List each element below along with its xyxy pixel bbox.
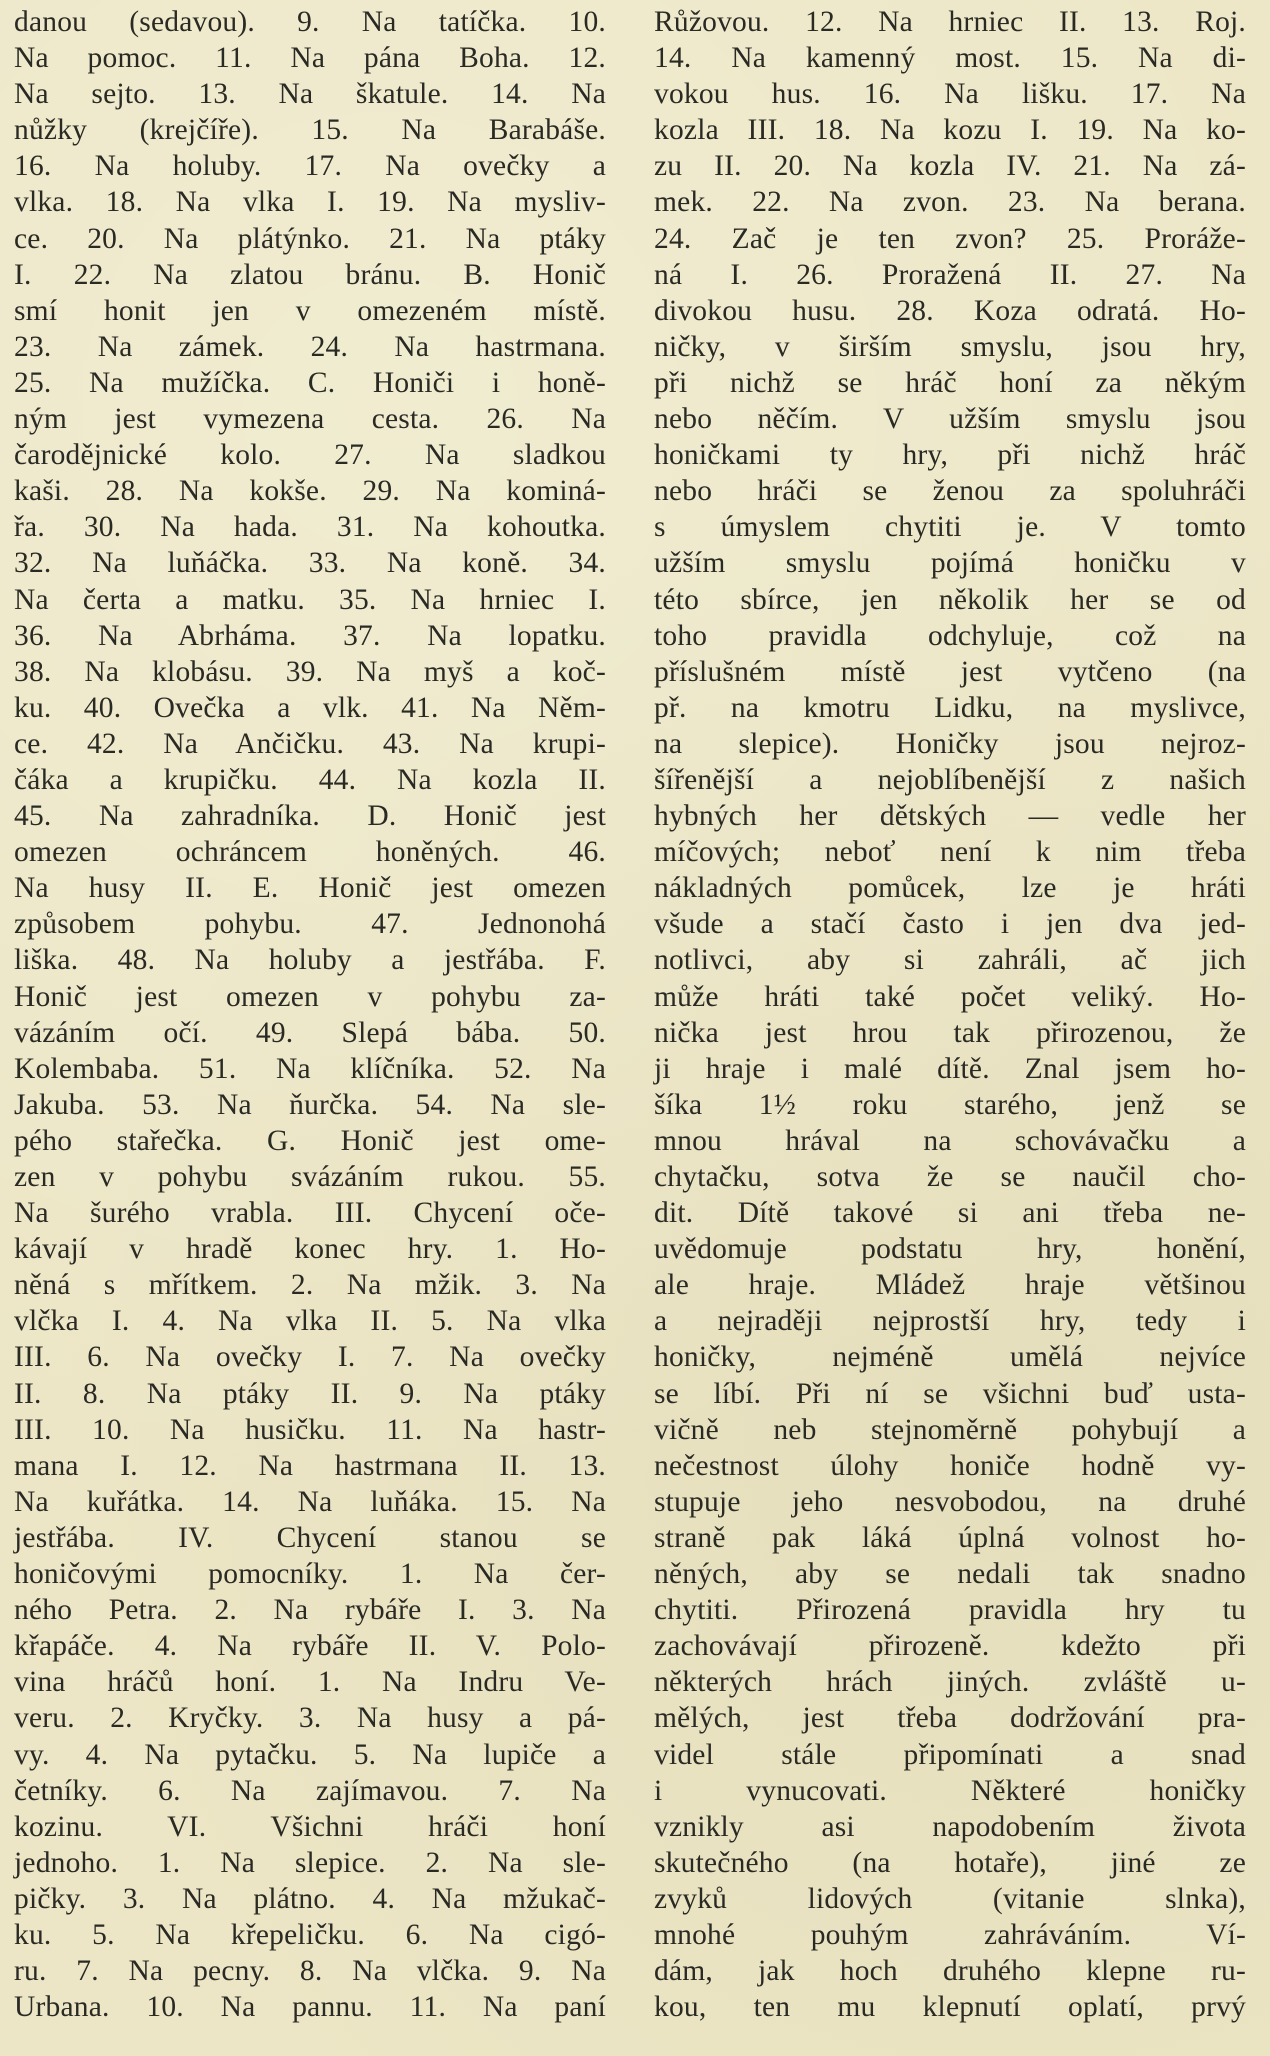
- text-line: ku. 40. Ovečka a vlk. 41. Na Něm-: [14, 691, 606, 724]
- text-line: ale hraje. Mládež hraje většinou: [654, 1269, 1246, 1302]
- text-line: ji hraje i malé dítě. Znal jsem ho-: [654, 1052, 1246, 1085]
- text-line: chytiti. Přirozená pravidla hry tu: [654, 1594, 1246, 1627]
- text-line: šíka 1½ roku starého, jenž se: [654, 1088, 1246, 1121]
- text-line: Na šurého vrabla. III. Chycení oče-: [14, 1197, 606, 1230]
- text-line: honičky, nejméně umělá nejvíce: [654, 1341, 1246, 1374]
- text-line: některých hrách jiných. zvláště u-: [654, 1666, 1246, 1699]
- text-line: 36. Na Abrháma. 37. Na lopatku.: [14, 619, 606, 652]
- text-line: něných, aby se nedali tak snadno: [654, 1558, 1246, 1591]
- text-line: 23. Na zámek. 24. Na hastrmana.: [14, 330, 606, 363]
- text-line: Na kuřátka. 14. Na luňáka. 15. Na: [14, 1485, 606, 1518]
- text-line: dit. Dítě takové si ani třeba ne-: [654, 1197, 1246, 1230]
- text-line: šířenější a nejoblíbenější z našich: [654, 763, 1246, 796]
- text-line: honičovými pomocníky. 1. Na čer-: [14, 1558, 606, 1591]
- text-line: 38. Na klobásu. 39. Na myš a koč-: [14, 655, 606, 688]
- text-line: straně pak láká úplná volnost ho-: [654, 1521, 1246, 1554]
- text-line: příslušném místě jest vytčeno (na: [654, 655, 1246, 688]
- text-line: veru. 2. Kryčky. 3. Na husy a pá-: [14, 1702, 606, 1735]
- text-line: kou, ten mu klepnutí oplatí, prvý: [654, 1991, 1246, 2024]
- text-line: stupuje jeho nesvobodou, na druhé: [654, 1485, 1246, 1518]
- text-line: něná s mřítkem. 2. Na mžik. 3. Na: [14, 1269, 606, 1302]
- text-line: omezen ochráncem honěných. 46.: [14, 836, 606, 869]
- text-line: řa. 30. Na hada. 31. Na kohoutka.: [14, 511, 606, 544]
- text-line: může hráti také počet veliký. Ho-: [654, 980, 1246, 1013]
- text-line: Honič jest omezen v pohybu za-: [14, 980, 606, 1013]
- text-line: nebo hráči se ženou za spoluhráči: [654, 475, 1246, 508]
- text-line: kávají v hradě konec hry. 1. Ho-: [14, 1233, 606, 1266]
- text-line: videl stále připomínati a snad: [654, 1738, 1246, 1771]
- text-line: této sbírce, jen několik her se od: [654, 583, 1246, 616]
- text-line: 14. Na kamenný most. 15. Na di-: [654, 42, 1246, 75]
- text-line: nička jest hrou tak přirozenou, že: [654, 1016, 1246, 1049]
- text-line: 16. Na holuby. 17. Na ovečky a: [14, 150, 606, 183]
- text-line: skutečného (na hotaře), jiné ze: [654, 1846, 1246, 1879]
- text-line: pičky. 3. Na plátno. 4. Na mžukač-: [14, 1882, 606, 1915]
- text-line: smí honit jen v omezeném místě.: [14, 294, 606, 327]
- text-line: na slepice). Honičky jsou nejroz-: [654, 727, 1246, 760]
- text-line: nebo něčím. V užším smyslu jsou: [654, 403, 1246, 436]
- text-line: ničky, v širším smyslu, jsou hry,: [654, 330, 1246, 363]
- text-line: dám, jak hoch druhého klepne ru-: [654, 1955, 1246, 1988]
- text-line: zu II. 20. Na kozla IV. 21. Na zá-: [654, 150, 1246, 183]
- text-line: nečestnost úlohy honiče hodně vy-: [654, 1449, 1246, 1482]
- text-line: I. 22. Na zlatou bránu. B. Honič: [14, 258, 606, 291]
- text-line: chytačku, sotva že se naučil cho-: [654, 1161, 1246, 1193]
- text-line: Na sejto. 13. Na škatule. 14. Na: [14, 78, 606, 111]
- text-line: kozla III. 18. Na kozu I. 19. Na ko-: [654, 114, 1246, 147]
- text-line: a nejraději nejprostší hry, tedy i: [654, 1305, 1246, 1338]
- text-line: způsobem pohybu. 47. Jednonohá: [14, 908, 606, 941]
- text-line: čarodějnické kolo. 27. Na sladkou: [14, 439, 606, 472]
- text-line: ce. 42. Na Ančičku. 43. Na krupi-: [14, 727, 606, 760]
- text-line: vina hráčů honí. 1. Na Indru Ve-: [14, 1666, 606, 1699]
- text-line: 45. Na zahradníka. D. Honič jest: [14, 800, 606, 833]
- text-line: 24. Zač je ten zvon? 25. Proráže-: [654, 222, 1246, 255]
- text-line: toho pravidla odchyluje, což na: [654, 619, 1246, 652]
- text-line: danou (sedavou). 9. Na tatíčka. 10.: [14, 6, 606, 38]
- text-line: mnou hrával na schovávačku a: [654, 1124, 1246, 1157]
- text-line: Na čerta a matku. 35. Na hrniec I.: [14, 583, 606, 616]
- text-line: při nichž se hráč honí za někým: [654, 366, 1246, 399]
- text-line: honičkami ty hry, při nichž hráč: [654, 439, 1246, 472]
- text-line: čáka a krupičku. 44. Na kozla II.: [14, 763, 606, 796]
- text-line: ku. 5. Na křepeličku. 6. Na cigó-: [14, 1918, 606, 1951]
- text-line: Na husy II. E. Honič jest omezen: [14, 872, 606, 905]
- text-line: III. 6. Na ovečky I. 7. Na ovečky: [14, 1341, 606, 1374]
- text-line: pého stařečka. G. Honič jest ome-: [14, 1124, 606, 1157]
- text-line: zvyků lidových (vitanie slnka),: [654, 1882, 1246, 1915]
- text-line: vlčka I. 4. Na vlka II. 5. Na vlka: [14, 1305, 606, 1338]
- text-line: Urbana. 10. Na pannu. 11. Na paní: [14, 1991, 606, 2024]
- left-text-column: [14, 4, 606, 2025]
- text-line: kozinu. VI. Všichni hráči honí: [14, 1810, 606, 1843]
- text-line: 25. Na mužíčka. C. Honiči i honě-: [14, 366, 606, 399]
- text-line: divokou husu. 28. Koza odratá. Ho-: [654, 294, 1246, 327]
- text-line: jestřába. IV. Chycení stanou se: [14, 1521, 606, 1554]
- text-line: ce. 20. Na plátýnko. 21. Na ptáky: [14, 222, 606, 255]
- text-line: uvědomuje podstatu hry, honění,: [654, 1233, 1246, 1266]
- text-line: ným jest vymezena cesta. 26. Na: [14, 403, 606, 436]
- text-line: křapáče. 4. Na rybáře II. V. Polo-: [14, 1630, 606, 1663]
- text-line: vičně neb stejnoměrně pohybují a: [654, 1413, 1246, 1446]
- text-line: nákladných pomůcek, lze je hráti: [654, 872, 1246, 905]
- text-line: ru. 7. Na pecny. 8. Na vlčka. 9. Na: [14, 1955, 606, 1988]
- text-line: notlivci, aby si zahráli, ač jich: [654, 944, 1246, 977]
- text-line: Růžovou. 12. Na hrniec II. 13. Roj.: [654, 6, 1246, 38]
- text-line: III. 10. Na husičku. 11. Na hastr-: [14, 1413, 606, 1446]
- text-line: Na pomoc. 11. Na pána Boha. 12.: [14, 42, 606, 75]
- text-line: s úmyslem chytiti je. V tomto: [654, 511, 1246, 544]
- text-line: mnohé pouhým zahráváním. Ví-: [654, 1918, 1246, 1951]
- text-line: zachovávají přirozeně. kdežto při: [654, 1630, 1246, 1663]
- text-line: mana I. 12. Na hastrmana II. 13.: [14, 1449, 606, 1482]
- text-line: kaši. 28. Na kokše. 29. Na kominá-: [14, 475, 606, 508]
- right-text-column: [654, 4, 1246, 2025]
- text-line: užším smyslu pojímá honičku v: [654, 547, 1246, 580]
- text-line: Jakuba. 53. Na ňurčka. 54. Na sle-: [14, 1088, 606, 1121]
- text-line: míčových; neboť není k nim třeba: [654, 836, 1246, 869]
- text-line: se líbí. Při ní se všichni buď usta-: [654, 1377, 1246, 1410]
- text-line: vy. 4. Na pytačku. 5. Na lupiče a: [14, 1738, 606, 1771]
- text-line: II. 8. Na ptáky II. 9. Na ptáky: [14, 1377, 606, 1410]
- text-line: ného Petra. 2. Na rybáře I. 3. Na: [14, 1594, 606, 1627]
- text-line: ná I. 26. Proražená II. 27. Na: [654, 258, 1246, 291]
- text-line: četníky. 6. Na zajímavou. 7. Na: [14, 1774, 606, 1807]
- text-line: mělých, jest třeba dodržování pra-: [654, 1702, 1246, 1735]
- text-line: Kolembaba. 51. Na klíčníka. 52. Na: [14, 1052, 606, 1085]
- text-line: 32. Na luňáčka. 33. Na koně. 34.: [14, 547, 606, 580]
- text-line: hybných her dětských — vedle her: [654, 800, 1246, 833]
- text-line: zen v pohybu svázáním rukou. 55.: [14, 1161, 606, 1193]
- text-line: nůžky (krejčíře). 15. Na Barabáše.: [14, 114, 606, 147]
- text-line: jednoho. 1. Na slepice. 2. Na sle-: [14, 1846, 606, 1879]
- text-line: vznikly asi napodobením života: [654, 1810, 1246, 1843]
- text-line: i vynucovati. Některé honičky: [654, 1774, 1246, 1807]
- text-line: př. na kmotru Lidku, na myslivce,: [654, 691, 1246, 724]
- text-line: vázáním očí. 49. Slepá bába. 50.: [14, 1016, 606, 1049]
- text-line: vokou hus. 16. Na lišku. 17. Na: [654, 78, 1246, 111]
- text-line: mek. 22. Na zvon. 23. Na berana.: [654, 186, 1246, 219]
- text-line: všude a stačí často i jen dva jed-: [654, 908, 1246, 941]
- text-line: liška. 48. Na holuby a jestřába. F.: [14, 944, 606, 977]
- text-line: vlka. 18. Na vlka I. 19. Na mysliv-: [14, 186, 606, 219]
